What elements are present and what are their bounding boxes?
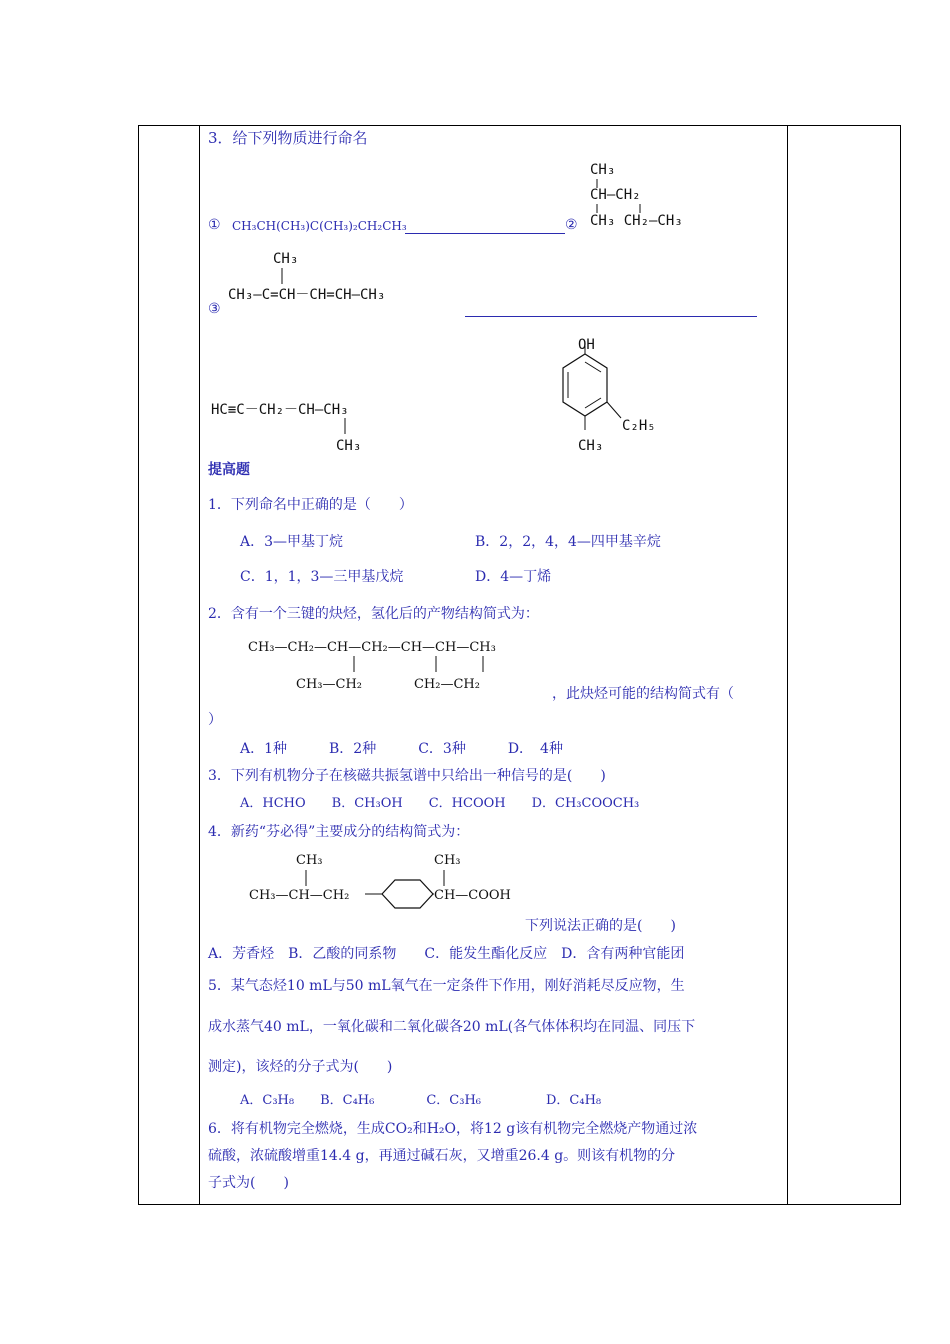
table-divider-left bbox=[199, 126, 200, 1204]
p1-option-d: D．4—丁烯 bbox=[475, 569, 552, 585]
p4-struct-right: CH—COOH bbox=[434, 888, 511, 903]
p3-stem: 3．下列有机物分子在核磁共振氢谱中只给出一种信号的是( ) bbox=[208, 768, 606, 784]
struct5-ethyl: C₂H₅ bbox=[622, 418, 656, 434]
table-divider-right bbox=[787, 126, 788, 1204]
q3-item1-num: ① bbox=[208, 217, 221, 233]
p1-option-c: C．1，1，3—三甲基戊烷 bbox=[240, 569, 404, 585]
p4-struct-bonds bbox=[300, 866, 500, 946]
struct5-methyl: CH₃ bbox=[578, 438, 604, 454]
p5-line2: 成水蒸气40 mL，一氧化碳和二氧化碳各20 mL(各气体体积均在同温、同压下 bbox=[208, 1019, 696, 1035]
p4-stem: 4．新药“芬必得”主要成分的结构简式为： bbox=[208, 824, 470, 840]
p6-line1: 6．将有机物完全燃烧，生成CO₂和H₂O，将12 g该有机物完全燃烧产物通过浓 bbox=[208, 1121, 698, 1137]
p5-line1: 5．某气态烃10 mL与50 mL氧气在一定条件下作用，刚好消耗尽反应物，生 bbox=[208, 978, 685, 994]
struct2-bonds bbox=[590, 160, 790, 240]
struct3-bond bbox=[279, 268, 289, 288]
q3-item2-num: ② bbox=[565, 217, 578, 233]
section-title: 提高题 bbox=[208, 462, 250, 478]
struct5-oh: OH bbox=[578, 337, 595, 353]
q3-item1-formula: CH₃CH(CH₃)C(CH₃)₂CH₂CH₃ bbox=[232, 219, 407, 233]
q3-item3-num: ③ bbox=[208, 301, 221, 317]
p5-line3: 测定)，该烃的分子式为( ) bbox=[208, 1059, 393, 1075]
q3-title: 3．给下列物质进行命名 bbox=[208, 129, 368, 147]
p3-options: A．HCHO B．CH₃OH C．HCOOH D．CH₃COOCH₃ bbox=[240, 796, 640, 811]
answer-line-1 bbox=[405, 233, 565, 234]
p4-ch3-b: CH₃ bbox=[434, 853, 461, 868]
p1-option-a: A．3—甲基丁烷 bbox=[240, 534, 344, 550]
p2-stem: 2．含有一个三键的炔烃，氢化后的产物结构简式为： bbox=[208, 606, 539, 622]
p6-line3: 子式为( ) bbox=[208, 1175, 289, 1191]
p2-options: A．1种 B．2种 C．3种 D． 4种 bbox=[240, 741, 563, 757]
struct3-main: CH₃—C=CH－CH=CH—CH₃ bbox=[228, 287, 386, 303]
struct4-main: HC≡C－CH₂－CH—CH₃ bbox=[211, 402, 349, 418]
p2-tail: ，此炔烃可能的结构简式有（ bbox=[552, 686, 734, 702]
p2-struct-main: CH₃—CH₂—CH—CH₂—CH—CH—CH₃ bbox=[248, 640, 496, 655]
p4-options: A．芳香烃 B．乙酸的同系物 C．能发生酯化反应 D．含有两种官能团 bbox=[208, 946, 685, 962]
p1-stem: 1．下列命名中正确的是（ ） bbox=[208, 497, 413, 513]
struct4-bond bbox=[342, 418, 352, 438]
p4-question: 下列说法正确的是( ) bbox=[525, 918, 676, 934]
p2-tail2: ） bbox=[208, 712, 222, 728]
p2-struct-bonds bbox=[348, 656, 548, 676]
p2-struct-sub: CH₃—CH₂ CH₂—CH₂ bbox=[296, 677, 480, 692]
p1-option-b: B．2，2，4，4—四甲基辛烷 bbox=[475, 534, 661, 550]
struct2-line2: CH—CH₂ bbox=[590, 187, 641, 203]
struct4-bottom: CH₃ bbox=[336, 438, 362, 454]
answer-line-2 bbox=[465, 316, 757, 317]
p5-options: A．C₃H₈ B．C₄H₆ C．C₃H₆ D．C₄H₈ bbox=[240, 1093, 602, 1108]
p4-ch3-a: CH₃ bbox=[296, 853, 323, 868]
struct2-line3: CH₃ CH₂—CH₃ bbox=[590, 213, 683, 229]
struct3-top: CH₃ bbox=[273, 251, 299, 267]
p4-struct-left: CH₃—CH—CH₂ bbox=[249, 888, 350, 903]
p6-line2: 硫酸，浓硫酸增重14.4 g，再通过碱石灰，又增重26.4 g。则该有机物的分 bbox=[208, 1148, 676, 1164]
struct2-line1: CH₃ bbox=[590, 162, 616, 178]
